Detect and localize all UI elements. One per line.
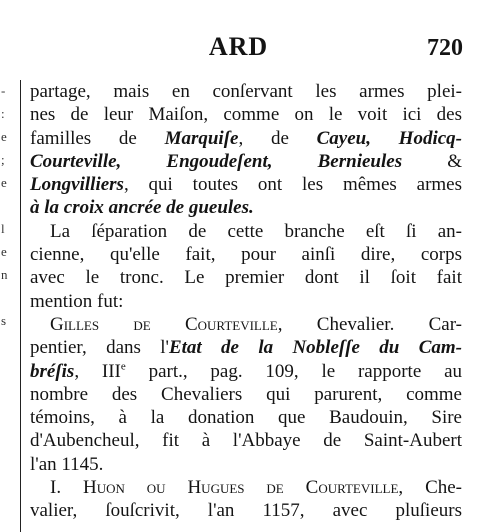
text-line: nombre des Chevaliers qui parurent, comme — [30, 383, 462, 405]
text-line: nes de leur Maiſon, comme on le voit ici des — [30, 104, 462, 126]
book-title: bréſis — [30, 360, 75, 382]
text-line — [30, 196, 462, 219]
text-line: cienne, qu'elle fait, pour ainſi dire, corps — [30, 244, 462, 266]
left-margin-fragments — [0, 80, 14, 532]
margin-mark: s — [1, 313, 7, 328]
text-line: l'an 1145. — [30, 453, 104, 475]
text-line: Courteville, Engoudeſent, Bernieules & — [30, 150, 462, 172]
person-name: Huon ou Hugues de Courteville — [82, 477, 399, 499]
paragraph — [30, 476, 462, 523]
paragraph — [30, 313, 462, 476]
text-line: I. Huon ou Hugues de Courteville, Che- — [50, 477, 463, 499]
margin-mark: e — [1, 244, 7, 259]
text-line: témoins, à la donation que Baudouin, Sire — [30, 407, 462, 429]
text-line: partage, mais en conſervant les armes plei- — [30, 81, 462, 102]
family-name: Cayeu, Hodicq- — [316, 127, 462, 149]
text-line: bréſis, IIIe part., pag. 109, le rapporte au — [30, 360, 463, 382]
margin-mark: e — [1, 129, 7, 144]
text-line: Longvilliers, qui toutes ont les mêmes armes — [30, 174, 462, 196]
margin-mark: ; — [1, 152, 5, 167]
margin-mark: - — [1, 83, 6, 98]
page-number: 720 — [427, 35, 463, 61]
text-line: pentier, dans l'Etat de la Nobleſſe du Cam- — [30, 337, 462, 359]
family-name: Courteville, Engoudeſent, Bernieules — [30, 150, 403, 172]
body-text — [30, 80, 462, 523]
margin-mark: e — [1, 175, 7, 190]
text-line: valier, ſouſcrivit, l'an 1157, avec pluſieurs — [30, 500, 462, 522]
margin-mark: n — [1, 267, 8, 282]
text-line: mention fut: — [30, 290, 124, 312]
heraldic-blazon: à la croix ancrée de gueules. — [30, 197, 254, 219]
margin-mark: : — [1, 106, 5, 121]
family-name: Marquiſe — [164, 127, 239, 149]
text-line: Gilles de Courteville, Chevalier. Car- — [50, 313, 462, 335]
book-title: Etat de la Nobleſſe du Cam- — [168, 337, 462, 359]
text-line: La ſéparation de cette branche eſt ſi an- — [50, 220, 462, 242]
running-head: ARD — [208, 32, 269, 61]
family-name: Longvilliers — [30, 174, 124, 196]
paragraph — [30, 220, 462, 313]
text-line: avec le tronc. Le premier dont il ſoit fait — [30, 267, 462, 289]
column-rule — [20, 80, 21, 532]
margin-mark: l — [1, 221, 5, 236]
text-line: familles de Marquiſe, de Cayeu, Hodicq- — [30, 127, 462, 149]
paragraph — [30, 80, 462, 220]
text-line: d'Aubencheul, fit à l'Abbaye de Saint-Aubert — [30, 430, 462, 452]
person-name: Gilles de Courteville — [50, 313, 278, 335]
